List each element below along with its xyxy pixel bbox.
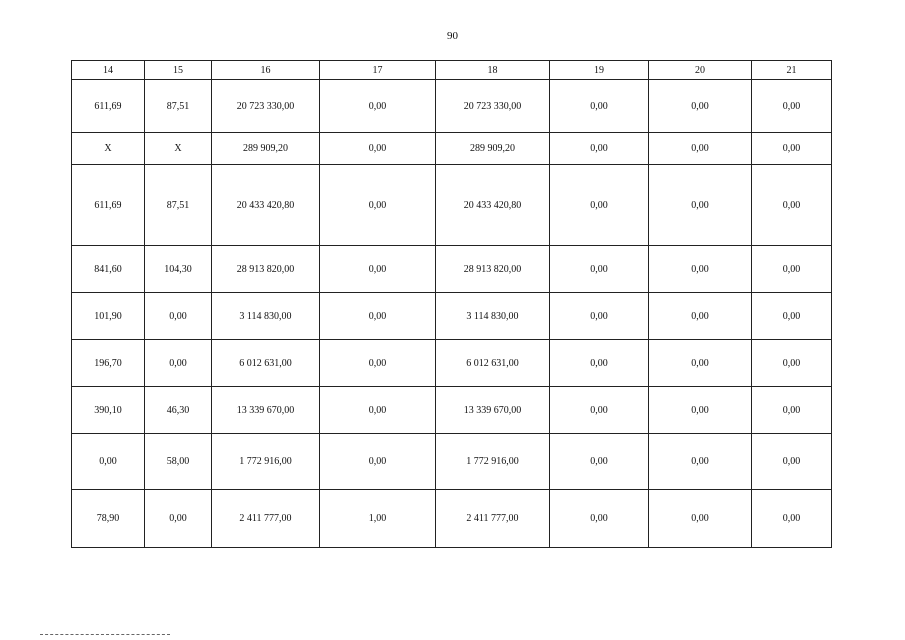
- table-cell: 0,00: [145, 340, 212, 387]
- table-cell: 78,90: [72, 490, 145, 548]
- table-cell: 0,00: [649, 133, 752, 165]
- table-row: [72, 80, 832, 133]
- table-cell: 13 339 670,00: [212, 387, 320, 434]
- table-cell: 0,00: [550, 80, 649, 133]
- table-cell: 0,00: [320, 165, 436, 246]
- table-cell: 0,00: [72, 434, 145, 490]
- table-cell: 0,00: [752, 434, 832, 490]
- table-cell: 0,00: [550, 387, 649, 434]
- column-header: 16: [212, 61, 320, 80]
- column-header: 20: [649, 61, 752, 80]
- page-number: 90: [447, 30, 458, 42]
- table-cell: 0,00: [550, 490, 649, 548]
- header-row: [72, 61, 832, 80]
- table-cell: 0,00: [550, 434, 649, 490]
- table-cell: 0,00: [550, 165, 649, 246]
- table-cell: 0,00: [320, 246, 436, 293]
- table-cell: 6 012 631,00: [212, 340, 320, 387]
- table-cell: 0,00: [649, 434, 752, 490]
- table-cell: 28 913 820,00: [212, 246, 320, 293]
- table-cell: 0,00: [649, 293, 752, 340]
- table-cell: 0,00: [550, 133, 649, 165]
- column-header: 14: [72, 61, 145, 80]
- table-row: [72, 434, 832, 490]
- table-cell: 0,00: [752, 133, 832, 165]
- table-cell: 289 909,20: [436, 133, 550, 165]
- table-row: [72, 387, 832, 434]
- table-row: [72, 133, 832, 165]
- table-cell: 0,00: [752, 165, 832, 246]
- table-cell: X: [72, 133, 145, 165]
- column-header: 15: [145, 61, 212, 80]
- table-cell: 3 114 830,00: [436, 293, 550, 340]
- table-cell: 0,00: [752, 340, 832, 387]
- table-cell: 46,30: [145, 387, 212, 434]
- table-cell: 1 772 916,00: [436, 434, 550, 490]
- table-cell: 20 433 420,80: [436, 165, 550, 246]
- table-cell: 0,00: [145, 490, 212, 548]
- table-cell: 0,00: [649, 165, 752, 246]
- table-cell: 390,10: [72, 387, 145, 434]
- table-cell: 0,00: [649, 490, 752, 548]
- table-cell: 0,00: [752, 490, 832, 548]
- table-cell: 0,00: [649, 80, 752, 133]
- table-cell: 0,00: [752, 293, 832, 340]
- table-cell: 0,00: [320, 387, 436, 434]
- table-row: [72, 246, 832, 293]
- table-cell: 0,00: [649, 387, 752, 434]
- column-header: 19: [550, 61, 649, 80]
- table-cell: 0,00: [752, 387, 832, 434]
- column-header: 17: [320, 61, 436, 80]
- table-cell: X: [145, 133, 212, 165]
- table-cell: 0,00: [649, 340, 752, 387]
- table-cell: 1,00: [320, 490, 436, 548]
- table-cell: 58,00: [145, 434, 212, 490]
- table-cell: 13 339 670,00: [436, 387, 550, 434]
- table-cell: 104,30: [145, 246, 212, 293]
- column-header: 18: [436, 61, 550, 80]
- table-row: [72, 490, 832, 548]
- table-cell: 289 909,20: [212, 133, 320, 165]
- data-table: [71, 60, 832, 548]
- table-cell: 3 114 830,00: [212, 293, 320, 340]
- table-cell: 0,00: [550, 246, 649, 293]
- table-cell: 2 411 777,00: [436, 490, 550, 548]
- table-cell: 0,00: [550, 293, 649, 340]
- table-cell: 841,60: [72, 246, 145, 293]
- table-cell: 87,51: [145, 80, 212, 133]
- table-cell: 20 723 330,00: [436, 80, 550, 133]
- table-cell: 1 772 916,00: [212, 434, 320, 490]
- table-cell: 87,51: [145, 165, 212, 246]
- table-cell: 0,00: [320, 293, 436, 340]
- table-cell: 0,00: [145, 293, 212, 340]
- table-cell: 0,00: [550, 340, 649, 387]
- table-cell: 611,69: [72, 165, 145, 246]
- table-cell: 2 411 777,00: [212, 490, 320, 548]
- table-row: [72, 165, 832, 246]
- table-cell: 20 433 420,80: [212, 165, 320, 246]
- table-cell: 0,00: [320, 340, 436, 387]
- table-cell: 611,69: [72, 80, 145, 133]
- footer-rule: [40, 634, 170, 638]
- column-header: 21: [752, 61, 832, 80]
- table-row: [72, 293, 832, 340]
- table-cell: 0,00: [320, 434, 436, 490]
- table-cell: 28 913 820,00: [436, 246, 550, 293]
- table-row: [72, 340, 832, 387]
- table-cell: 0,00: [752, 246, 832, 293]
- table-cell: 196,70: [72, 340, 145, 387]
- table-cell: 0,00: [752, 80, 832, 133]
- table-cell: 0,00: [320, 80, 436, 133]
- table-cell: 6 012 631,00: [436, 340, 550, 387]
- table-cell: 0,00: [320, 133, 436, 165]
- table-cell: 0,00: [649, 246, 752, 293]
- table-cell: 101,90: [72, 293, 145, 340]
- table-cell: 20 723 330,00: [212, 80, 320, 133]
